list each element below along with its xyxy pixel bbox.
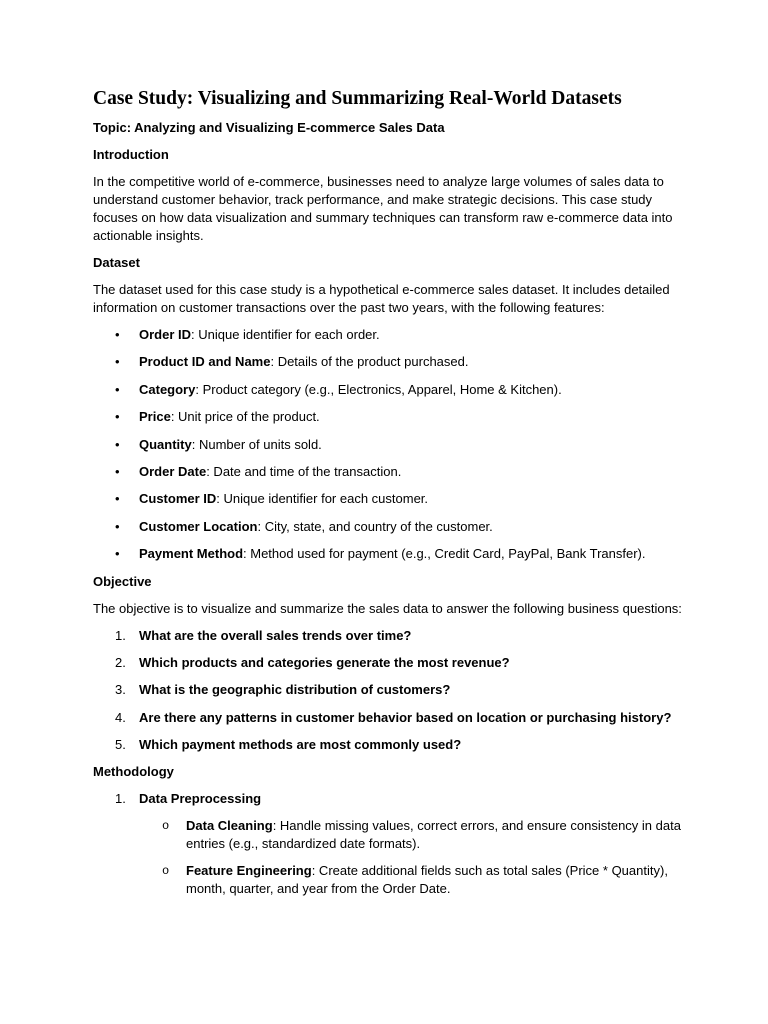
list-number: 4. — [115, 709, 126, 725]
question-text: Which payment methods are most commonly used? — [139, 737, 462, 753]
question-text: Are there any patterns in customer behavior based on location or purchasing history? — [139, 709, 672, 725]
topic-line: Topic: Analyzing and Visualizing E-commerce Sales Data — [93, 120, 445, 135]
circle-bullet-icon: o — [162, 864, 170, 879]
bullet-icon: • — [115, 546, 120, 562]
feature-desc: : Unique identifier for each customer. — [216, 491, 429, 507]
feature-term: Price — [139, 409, 171, 425]
substep-desc: : Handle missing values, correct errors, and ensure consistency in data entries (e.g., standardized date formats). — [186, 818, 681, 852]
list-item — [93, 436, 683, 454]
list-item — [93, 627, 683, 645]
list-item — [93, 545, 683, 563]
list-item — [93, 817, 683, 853]
feature-desc: : Method used for payment (e.g., Credit Card, PayPal, Bank Transfer). — [243, 546, 646, 562]
list-item — [93, 408, 683, 426]
substep-term: Data Cleaning — [186, 818, 273, 834]
substep-desc: : Create additional fields such as total sales (Price * Quantity), month, quarter, and year from the Order Date. — [186, 863, 668, 897]
dataset-paragraph: The dataset used for this case study is a hypothetical e-commerce sales dataset. It includes detailed information on customer transactions over the past two years, with the following features: — [93, 282, 670, 315]
list-number: 3. — [115, 682, 126, 698]
bullet-icon: • — [115, 436, 120, 452]
feature-term: Order Date — [139, 463, 207, 479]
feature-term: Category — [139, 381, 196, 397]
list-item — [93, 518, 683, 536]
question-text: What are the overall sales trends over time? — [139, 627, 412, 643]
list-item — [93, 463, 683, 481]
methodology-step — [93, 790, 683, 808]
feature-list — [93, 326, 683, 563]
list-number: 1. — [115, 627, 126, 643]
bullet-icon: • — [115, 327, 120, 342]
feature-term: Order ID — [139, 327, 192, 342]
question-text: What is the geographic distribution of customers? — [139, 682, 451, 698]
question-list — [93, 627, 683, 755]
list-item — [93, 862, 683, 898]
feature-desc: : Details of the product purchased. — [270, 354, 469, 370]
introduction-paragraph: In the competitive world of e-commerce, businesses need to analyze large volumes of sales data to understand customer behavior, track performance, and make strategic decisions. This case study focuses on how data visualization and summary techniques can transform raw e-commerce data into actionable insights. — [93, 174, 673, 243]
feature-term: Payment Method — [139, 546, 244, 562]
list-item — [93, 326, 683, 344]
objective-paragraph: The objective is to visualize and summarize the sales data to answer the following business questions: — [93, 600, 682, 616]
list-item — [93, 681, 683, 699]
list-item — [93, 381, 683, 399]
feature-desc: : Date and time of the transaction. — [206, 463, 402, 479]
bullet-icon: • — [115, 381, 120, 397]
methodology-heading: Methodology — [93, 764, 174, 780]
list-number: 2. — [115, 654, 126, 670]
feature-term: Customer ID — [139, 491, 217, 507]
list-item — [93, 353, 683, 371]
substep-list — [93, 817, 683, 898]
question-text: Which products and categories generate the most revenue? — [139, 654, 510, 670]
feature-desc: : Number of units sold. — [191, 436, 322, 452]
bullet-icon: • — [115, 463, 120, 479]
objective-heading: Objective — [93, 573, 152, 589]
feature-desc: : City, state, and country of the customer. — [257, 518, 493, 534]
dataset-heading: Dataset — [93, 255, 140, 270]
list-item — [93, 490, 683, 508]
step-title: Data Preprocessing — [139, 791, 262, 807]
feature-term: Customer Location — [139, 518, 258, 534]
list-number: 1. — [115, 791, 126, 807]
list-number: 5. — [115, 737, 126, 753]
bullet-icon: • — [115, 409, 120, 425]
feature-desc: : Unit price of the product. — [170, 409, 320, 425]
feature-term: Product ID and Name — [139, 354, 271, 370]
feature-desc: : Unique identifier for each order. — [191, 327, 380, 342]
bullet-icon: • — [115, 354, 120, 370]
list-item — [93, 709, 683, 727]
feature-desc: : Product category (e.g., Electronics, Apparel, Home & Kitchen). — [195, 381, 562, 397]
document-body — [93, 86, 683, 907]
introduction-heading: Introduction — [93, 147, 169, 162]
feature-term: Quantity — [139, 436, 192, 452]
circle-bullet-icon: o — [162, 819, 170, 834]
substep-term: Feature Engineering — [186, 863, 312, 879]
bullet-icon: • — [115, 491, 120, 507]
page-title: Case Study: Visualizing and Summarizing Real-World Datasets — [93, 88, 622, 109]
list-item — [93, 736, 683, 754]
list-item — [93, 654, 683, 672]
bullet-icon: • — [115, 518, 120, 534]
